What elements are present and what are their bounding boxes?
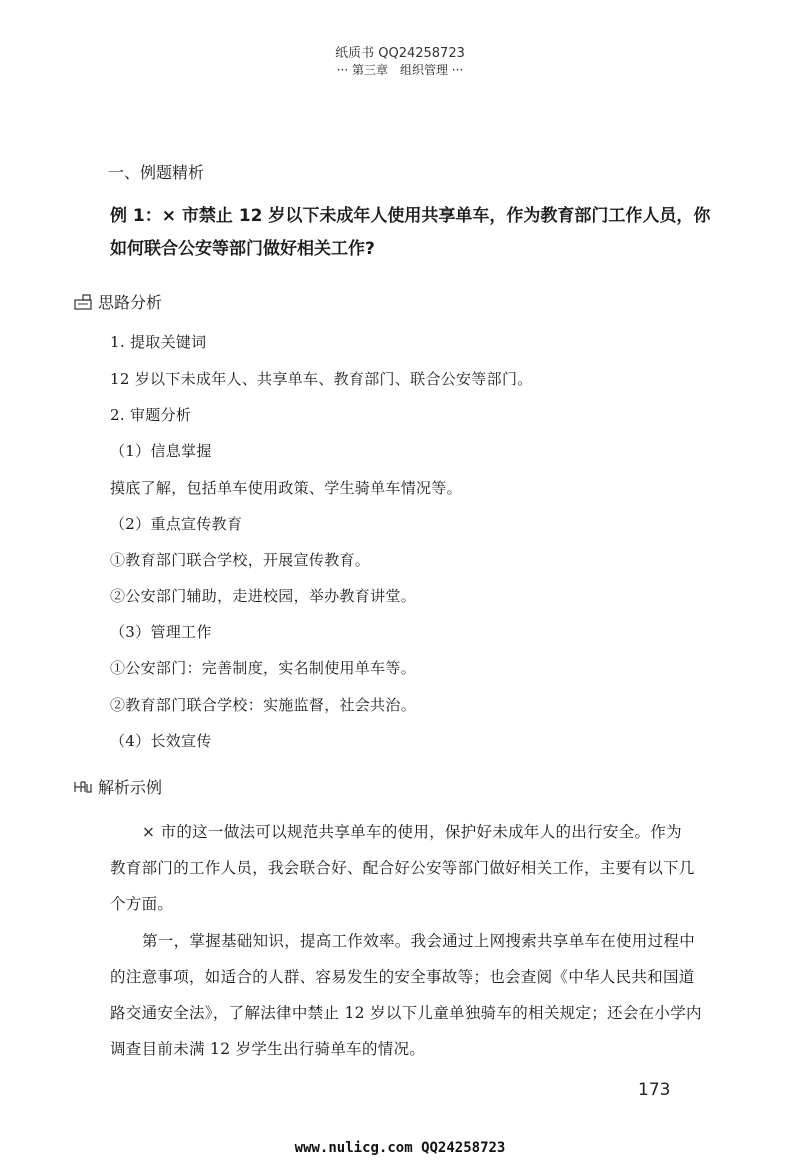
analysis-line: 1. 提取关键词 [110, 333, 207, 351]
analysis-line: ①教育部门联合学校，开展宣传教育。 [110, 551, 371, 569]
analysis-line: ②教育部门联合学校：实施监督，社会共治。 [110, 696, 417, 714]
page-number: 173 [638, 1080, 671, 1100]
analysis-line: ②公安部门辅助，走进校园，举办教育讲堂。 [110, 587, 417, 605]
analysis-line: 2. 审题分析 [110, 406, 192, 424]
paragraph-line: 个方面。 [110, 895, 174, 913]
chapter-header: ··· 第三章 组织管理 ··· [336, 63, 464, 77]
section-title: 一、例题精析 [108, 163, 205, 182]
sample-paragraph-2 [110, 923, 702, 1067]
analysis-icon [74, 294, 92, 310]
paragraph-line: × 市的这一做法可以规范共享单车的使用，保护好未成年人的出行安全。作为 [142, 823, 682, 841]
analysis-line: 12 岁以下未成年人、共享单车、教育部门、联合公安等部门。 [110, 370, 533, 388]
paragraph-line: 第一，掌握基础知识，提高工作效率。我会通过上网搜索共享单车在使用过程中 [142, 932, 696, 950]
paragraph-line: 教育部门的工作人员，我会联合好、配合好公安等部门做好相关工作，主要有以下几 [110, 859, 695, 877]
sample-heading-text: 解析示例 [98, 778, 163, 797]
header-watermark: 纸质书 QQ24258723 [335, 46, 465, 61]
analysis-line: （4）长效宣传 [110, 732, 212, 750]
sample-icon [74, 779, 92, 795]
example-line: 例 1：× 市禁止 12 岁以下未成年人使用共享单车，作为教育部门工作人员，你 [110, 206, 711, 226]
paragraph-line: 调查目前未满 12 岁学生出行骑单车的情况。 [110, 1040, 426, 1058]
analysis-line: 摸底了解，包括单车使用政策、学生骑单车情况等。 [110, 479, 462, 497]
analysis-heading [74, 290, 162, 313]
analysis-line: （3）管理工作 [110, 623, 212, 641]
analysis-line: （2）重点宣传教育 [110, 515, 243, 533]
paragraph-line: 的注意事项，如适合的人群、容易发生的安全事故等；也会查阅《中华人民共和国道 [110, 968, 695, 986]
sample-paragraph-1 [110, 814, 695, 922]
analysis-line: （1）信息掌握 [110, 442, 212, 460]
analysis-line: ①公安部门：完善制度，实名制使用单车等。 [110, 659, 417, 677]
sample-heading [74, 775, 162, 798]
analysis-heading-text: 思路分析 [98, 293, 163, 312]
paragraph-line: 路交通安全法》，了解法律中禁止 12 岁以下儿童单独骑车的相关规定；还会在小学内 [110, 1004, 702, 1022]
example-question [110, 200, 711, 266]
footer-watermark: www.nulicg.com QQ24258723 [294, 1140, 506, 1156]
example-line: 如何联合公安等部门做好相关工作? [110, 239, 375, 259]
